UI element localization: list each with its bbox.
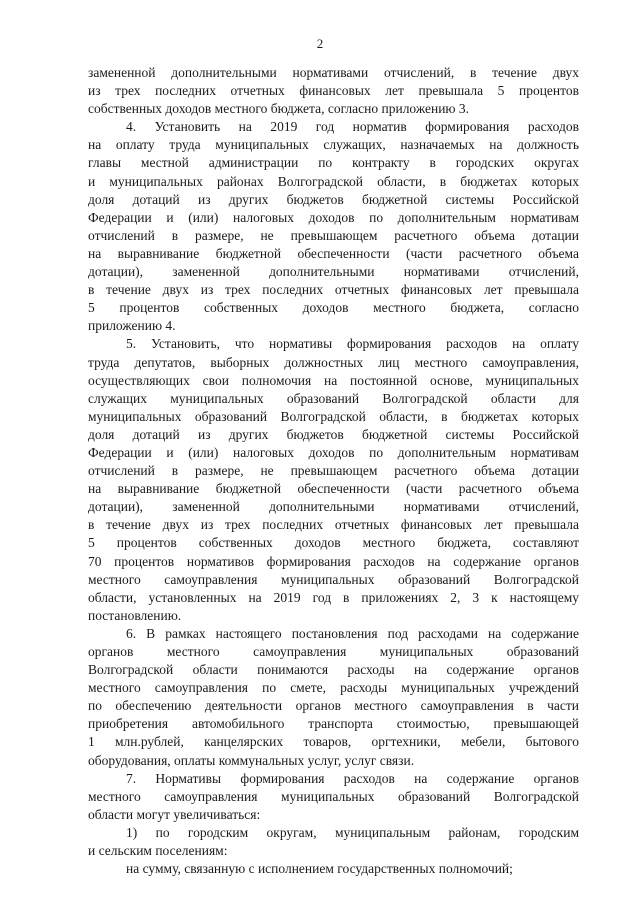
text-line: труда депутатов, выборных должностных лиц местного самоуправления,	[88, 354, 579, 370]
text-line: 5 процентов собственных доходов местного бюджета, согласно	[88, 300, 579, 316]
text-line: на выравнивание бюджетной обеспеченности (части расчетного объема	[88, 245, 579, 261]
text-line: оборудования, оплаты коммунальных услуг, услуг связи.	[88, 752, 415, 768]
text-line: собственных доходов местного бюджета, согласно приложению 3.	[88, 101, 470, 117]
text-line: отчислений в размере, не превышающем расчетного объема дотации	[88, 463, 579, 479]
text-line: местного самоуправления муниципальных образований Волгоградской	[88, 571, 579, 587]
text-line: в течение двух из трех последних отчетных финансовых лет превышала	[88, 517, 579, 533]
text-line: 5 процентов собственных доходов местного бюджета, составляют	[88, 535, 579, 551]
text-line: осуществляющих свои полномочия на постоянной основе, муниципальных	[88, 372, 579, 388]
text-line: из трех последних отчетных финансовых лет превышала 5 процентов	[88, 83, 579, 99]
text-line: доля дотаций из других бюджетов бюджетной системы Российской	[88, 191, 579, 207]
text-line: 1) по городским округам, муниципальным районам, городским	[126, 824, 579, 840]
text-line: в течение двух из трех последних отчетных финансовых лет превышала	[88, 282, 579, 298]
text-line: 6. В рамках настоящего постановления под расходами на содержание	[126, 625, 579, 641]
text-line: дотации), замененной дополнительными нормативами отчислений,	[88, 264, 579, 280]
text-line: Федерации и (или) налоговых доходов по дополнительным нормативам	[88, 209, 579, 225]
text-line: 7. Нормативы формирования расходов на содержание органов	[126, 770, 579, 786]
text-line: области, установленных на 2019 год в приложениях 2, 3 к настоящему	[88, 589, 579, 605]
text-line: Волгоградской области понимаются расходы на содержание органов	[88, 662, 579, 678]
text-line: органов местного самоуправления муниципальных образований	[88, 644, 579, 659]
text-line: на выравнивание бюджетной обеспеченности (части расчетного объема	[88, 481, 579, 497]
text-line: доля дотаций из других бюджетов бюджетной системы Российской	[88, 426, 579, 442]
document-body	[88, 64, 579, 878]
text-line: дотации), замененной дополнительными нормативами отчислений,	[88, 499, 579, 515]
text-line: местного самоуправления муниципальных образований Волгоградской	[88, 788, 579, 804]
text-line: 5. Установить, что нормативы формирования расходов на оплату	[126, 336, 579, 352]
page-number: 2	[316, 36, 324, 51]
text-line: местного самоуправления по смете, расходы муниципальных учреждений	[88, 680, 579, 696]
text-line: по обеспечению деятельности органов местного самоуправления в части	[88, 698, 579, 714]
text-line: отчислений в размере, не превышающем расчетного объема дотации	[88, 227, 579, 243]
text-line: главы местной администрации по контракту в городских округах	[88, 155, 579, 171]
text-line: 1 млн.рублей, канцелярских товаров, оргтехники, мебели, бытового	[88, 734, 579, 750]
text-line: области могут увеличиваться:	[88, 806, 261, 822]
text-line: Федерации и (или) налоговых доходов по дополнительным нормативам	[88, 444, 579, 460]
text-line: постановлению.	[88, 607, 182, 623]
text-line: на оплату труда муниципальных служащих, назначаемых на должность	[88, 137, 579, 153]
text-line: и муниципальных районах Волгоградской области, в бюджетах которых	[88, 173, 579, 189]
text-line: служащих муниципальных образований Волгоградской области для	[88, 390, 579, 406]
text-line: 4. Установить на 2019 год норматив формирования расходов	[126, 119, 579, 135]
text-line: 70 процентов нормативов формирования расходов на содержание органов	[88, 553, 579, 569]
text-line: муниципальных образований Волгоградской области, в бюджетах которых	[88, 408, 579, 424]
text-line: приложению 4.	[88, 318, 176, 334]
text-line: замененной дополнительными нормативами отчислений, в течение двух	[88, 65, 579, 80]
text-line: приобретения автомобильного транспорта стоимостью, превышающей	[88, 716, 579, 732]
text-line: и сельским поселениям:	[88, 843, 228, 859]
text-line: на сумму, связанную с исполнением государственных полномочий;	[126, 861, 513, 877]
